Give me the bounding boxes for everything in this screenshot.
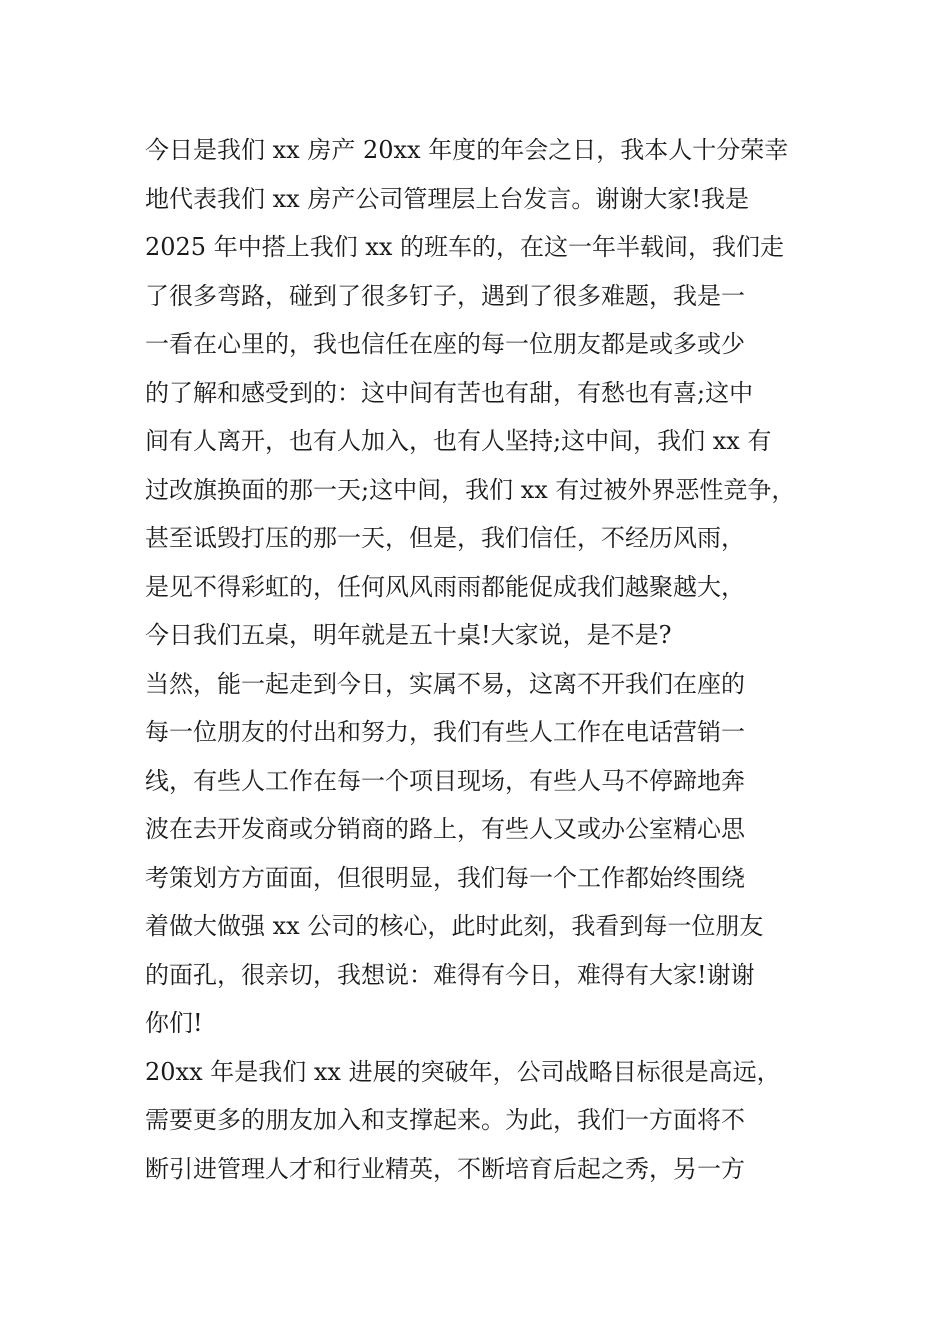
text-line: 今日是我们 xx 房产 20xx 年度的年会之日，我本人十分荣幸 <box>145 136 789 164</box>
paragraph-1 <box>145 126 845 660</box>
text-line: 每一位朋友的付出和努力，我们有些人工作在电话营销一 <box>145 718 745 746</box>
text-line: 的面孔，很亲切，我想说：难得有今日，难得有大家!谢谢 <box>145 960 755 989</box>
text-line: 过改旗换面的那一天;这中间，我们 xx 有过被外界恶性竞争， <box>145 475 796 504</box>
text-line: 线，有些人工作在每一个项目现场，有些人马不停蹄地奔 <box>145 766 745 795</box>
text-line: 一看在心里的，我也信任在座的每一位朋友都是或多或少 <box>145 330 745 358</box>
text-line: 20xx 年是我们 xx 进展的突破年，公司战略目标很是高远， <box>145 1057 781 1086</box>
paragraph-2 <box>145 660 845 1048</box>
text-line: 地代表我们 xx 房产公司管理层上台发言。谢谢大家!我是 <box>145 184 749 213</box>
paragraph-3 <box>145 1048 845 1194</box>
text-line: 波在去开发商或分销商的路上，有些人又或办公室精心思 <box>145 815 745 843</box>
text-line: 今日我们五桌，明年就是五十桌!大家说，是不是? <box>145 621 672 649</box>
text-line: 是见不得彩虹的，任何风风雨雨都能促成我们越聚越大， <box>145 572 745 601</box>
text-line: 考策划方方面面，但很明显，我们每一个工作都始终围绕 <box>145 863 745 892</box>
text-line: 的了解和感受到的：这中间有苦也有甜，有愁也有喜;这中 <box>145 378 754 407</box>
text-line: 间有人离开，也有人加入，也有人坚持;这中间，我们 xx 有 <box>145 427 772 455</box>
text-line: 当然，能一起走到今日，实属不易，这离不开我们在座的 <box>145 669 745 698</box>
document-body <box>145 126 845 1193</box>
text-line: 甚至诋毁打压的那一天，但是，我们信任，不经历风雨， <box>145 524 745 552</box>
text-line: 需要更多的朋友加入和支撑起来。为此，我们一方面将不 <box>145 1106 745 1134</box>
text-line: 着做大做强 xx 公司的核心，此时此刻，我看到每一位朋友 <box>145 912 764 940</box>
text-line: 2025 年中搭上我们 xx 的班车的，在这一年半载间，我们走 <box>145 233 785 261</box>
text-line: 断引进管理人才和行业精英，不断培育后起之秀，另一方 <box>145 1154 745 1183</box>
text-line: 了很多弯路，碰到了很多钉子，遇到了很多难题，我是一 <box>145 281 745 310</box>
text-line: 你们! <box>145 1009 203 1037</box>
